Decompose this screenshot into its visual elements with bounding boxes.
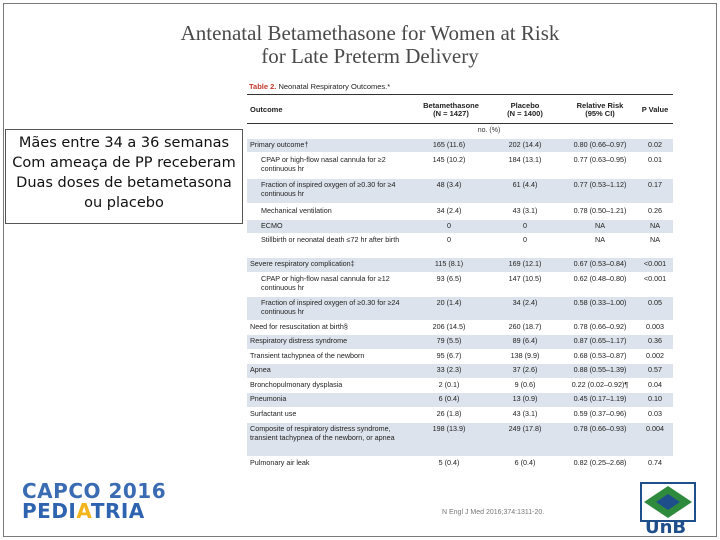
outcome-cell: Primary outcome†: [250, 140, 309, 149]
p-value-cell: <0.001: [643, 274, 667, 283]
p-value-cell: 0.004: [646, 424, 664, 433]
relative-risk-cell: 0.22 (0.02–0.92)¶: [571, 380, 629, 389]
table-row: [247, 258, 673, 272]
placebo-cell: 9 (0.6): [514, 380, 536, 389]
outcomes-table: [245, 75, 675, 480]
betamethasone-cell: 48 (3.4): [436, 180, 462, 189]
table-caption-prefix: Table 2.: [249, 82, 277, 91]
callout-line-2: Com ameaça de PP receberam: [12, 155, 236, 171]
header-betamethasone-n: (N = 1427): [433, 109, 469, 118]
betamethasone-cell: 26 (1.8): [436, 409, 462, 418]
p-value-cell: 0.10: [648, 394, 662, 403]
header-p-value: P Value: [641, 105, 669, 114]
pediatria-logo-part-2: TRIA: [90, 499, 145, 523]
table-row: [247, 139, 673, 152]
relative-risk-cell: 0.59 (0.37–0.96): [573, 409, 627, 418]
capco-logo: CAPCO 2016: [22, 479, 167, 503]
outcome-cell: Composite of respiratory distress syndrome, transient tachypnea of the newborn, or apnea: [250, 424, 395, 442]
table-row: [247, 393, 673, 407]
outcome-cell: Severe respiratory complication‡: [250, 259, 355, 268]
relative-risk-cell: NA: [595, 221, 605, 230]
relative-risk-cell: 0.67 (0.53–0.84): [573, 259, 627, 268]
betamethasone-cell: 145 (10.2): [432, 155, 466, 164]
header-betamethasone-name: Betamethasone: [423, 101, 479, 110]
slide-title: [150, 22, 590, 68]
relative-risk-cell: 0.62 (0.48–0.80): [573, 274, 627, 283]
header-relative-risk-ci: (95% CI): [585, 109, 615, 118]
betamethasone-cell: 0: [447, 221, 451, 230]
journal-citation: N Engl J Med 2016;374:1311-20.: [442, 509, 545, 516]
placebo-cell: 89 (6.4): [512, 336, 538, 345]
placebo-cell: 184 (13.1): [508, 155, 542, 164]
relative-risk-cell: 0.87 (0.65–1.17): [573, 336, 627, 345]
p-value-cell: 0.36: [648, 336, 662, 345]
callout-line-3: Duas doses de betametasona: [16, 175, 232, 191]
callout-line-4: ou placebo: [84, 195, 164, 211]
unb-emblem-icon: [640, 482, 696, 522]
outcome-cell: Pneumonia: [250, 394, 287, 403]
relative-risk-cell: 0.58 (0.33–1.00): [573, 298, 627, 307]
betamethasone-cell: 34 (2.4): [436, 206, 462, 215]
header-placebo: [485, 102, 565, 118]
outcome-cell: Surfactant use: [250, 409, 297, 418]
p-value-cell: 0.04: [648, 380, 662, 389]
header-outcome: Outcome: [250, 105, 283, 114]
table-row: [247, 273, 673, 296]
p-value-cell: 0.26: [648, 206, 662, 215]
betamethasone-cell: 79 (5.5): [436, 336, 462, 345]
table-row: [247, 321, 673, 334]
header-relative-risk: [560, 102, 640, 118]
table-caption-text: Neonatal Respiratory Outcomes.*: [276, 82, 391, 91]
relative-risk-cell: 0.45 (0.17–1.19): [573, 394, 627, 403]
p-value-cell: 0.002: [646, 351, 664, 360]
p-value-cell: 0.05: [648, 298, 662, 307]
placebo-cell: 0: [523, 235, 527, 244]
p-value-cell: 0.01: [648, 155, 662, 164]
table-row: [247, 154, 673, 178]
title-line-2: for Late Preterm Delivery: [261, 44, 479, 68]
relative-risk-cell: 0.88 (0.55–1.39): [573, 365, 627, 374]
placebo-cell: 13 (0.9): [512, 394, 538, 403]
table-row: [247, 423, 673, 456]
betamethasone-cell: 198 (13.9): [432, 424, 466, 433]
p-value-cell: NA: [650, 235, 660, 244]
study-summary-callout: [5, 129, 243, 224]
placebo-cell: 249 (17.8): [508, 424, 542, 433]
header-placebo-name: Placebo: [510, 101, 540, 110]
outcome-cell: Fraction of inspired oxygen of ≥0.30 for ≥4 continuous hr: [261, 180, 396, 198]
outcome-cell: Stillbirth or neonatal death ≤72 hr after birth: [261, 235, 400, 244]
outcome-cell: Bronchopulmonary dysplasia: [250, 380, 343, 389]
pediatria-logo-part-1: PEDI: [22, 499, 77, 523]
units-label: no. (%): [477, 127, 501, 134]
p-value-cell: <0.001: [643, 259, 667, 268]
betamethasone-cell: 2 (0.1): [438, 380, 460, 389]
betamethasone-cell: 95 (6.7): [436, 351, 462, 360]
outcome-cell: Apnea: [250, 365, 271, 374]
betamethasone-cell: 165 (11.6): [432, 140, 466, 149]
placebo-cell: 34 (2.4): [512, 298, 538, 307]
header-relative-risk-name: Relative Risk: [576, 101, 624, 110]
betamethasone-cell: 33 (2.3): [436, 365, 462, 374]
relative-risk-cell: 0.80 (0.66–0.97): [573, 140, 627, 149]
table-caption: [249, 82, 390, 91]
placebo-cell: 43 (3.1): [512, 206, 538, 215]
title-line-1: Antenatal Betamethasone for Women at Risk: [180, 21, 560, 45]
outcome-cell: CPAP or high-flow nasal cannula for ≥2 continuous hr: [261, 155, 386, 173]
p-value-cell: 0.17: [648, 180, 662, 189]
betamethasone-cell: 115 (8.1): [434, 259, 464, 268]
callout-line-1: Mães entre 34 a 36 semanas: [18, 135, 230, 151]
relative-risk-cell: 0.78 (0.66–0.92): [573, 322, 627, 331]
header-betamethasone: [411, 102, 491, 118]
placebo-cell: 0: [523, 221, 527, 230]
relative-risk-cell: 0.78 (0.50–1.21): [573, 206, 627, 215]
placebo-cell: 169 (12.1): [508, 259, 542, 268]
table-row: [247, 179, 673, 203]
outcome-cell: Respiratory distress syndrome: [250, 336, 348, 345]
table-row: [247, 335, 673, 349]
placebo-cell: 37 (2.6): [512, 365, 538, 374]
outcome-cell: ECMO: [261, 221, 283, 230]
outcome-cell: Mechanical ventilation: [261, 206, 332, 215]
outcome-cell: Transient tachypnea of the newborn: [250, 351, 365, 360]
placebo-cell: 6 (0.4): [514, 458, 536, 467]
outcome-cell: Pulmonary air leak: [250, 458, 310, 467]
table-row: [247, 234, 673, 257]
betamethasone-cell: 6 (0.4): [438, 394, 460, 403]
table-row: [247, 297, 673, 320]
p-value-cell: 0.003: [646, 322, 664, 331]
outcome-cell: CPAP or high-flow nasal cannula for ≥12 continuous hr: [261, 274, 390, 292]
betamethasone-cell: 0: [447, 235, 451, 244]
table-row: [247, 205, 673, 219]
relative-risk-cell: 0.78 (0.66–0.93): [573, 424, 627, 433]
header-placebo-n: (N = 1400): [507, 109, 543, 118]
p-value-cell: 0.02: [648, 140, 662, 149]
p-value-cell: 0.57: [648, 365, 662, 374]
table-row: [247, 457, 673, 471]
pediatria-logo: [22, 500, 145, 522]
betamethasone-cell: 206 (14.5): [432, 322, 466, 331]
relative-risk-cell: 0.82 (0.25–2.68): [573, 458, 627, 467]
header-rule: [247, 123, 673, 124]
relative-risk-cell: 0.68 (0.53–0.87): [573, 351, 627, 360]
outcome-cell: Need for resuscitation at birth§: [250, 322, 348, 331]
relative-risk-cell: NA: [595, 235, 605, 244]
p-value-cell: NA: [650, 221, 660, 230]
betamethasone-cell: 5 (0.4): [438, 458, 460, 467]
placebo-cell: 43 (3.1): [512, 409, 538, 418]
table-top-rule: [247, 94, 673, 95]
pediatria-logo-accent: A: [76, 499, 91, 523]
betamethasone-cell: 20 (1.4): [436, 298, 462, 307]
table-row: [247, 350, 673, 363]
placebo-cell: 138 (9.9): [510, 351, 540, 360]
outcome-cell: Fraction of inspired oxygen of ≥0.30 for ≥24 continuous hr: [261, 298, 400, 316]
placebo-cell: 147 (10.5): [508, 274, 542, 283]
table-row: [247, 379, 673, 392]
table-row: [247, 220, 673, 233]
p-value-cell: 0.03: [648, 409, 662, 418]
betamethasone-cell: 93 (6.5): [436, 274, 462, 283]
table-row: [247, 364, 673, 378]
relative-risk-cell: 0.77 (0.53–1.12): [573, 180, 627, 189]
placebo-cell: 260 (18.7): [508, 322, 542, 331]
placebo-cell: 61 (4.4): [512, 180, 538, 189]
relative-risk-cell: 0.77 (0.63–0.95): [573, 155, 627, 164]
p-value-cell: 0.74: [648, 458, 662, 467]
placebo-cell: 202 (14.4): [508, 140, 542, 149]
table-row: [247, 408, 673, 421]
unb-logo-text: UnB: [645, 517, 687, 538]
